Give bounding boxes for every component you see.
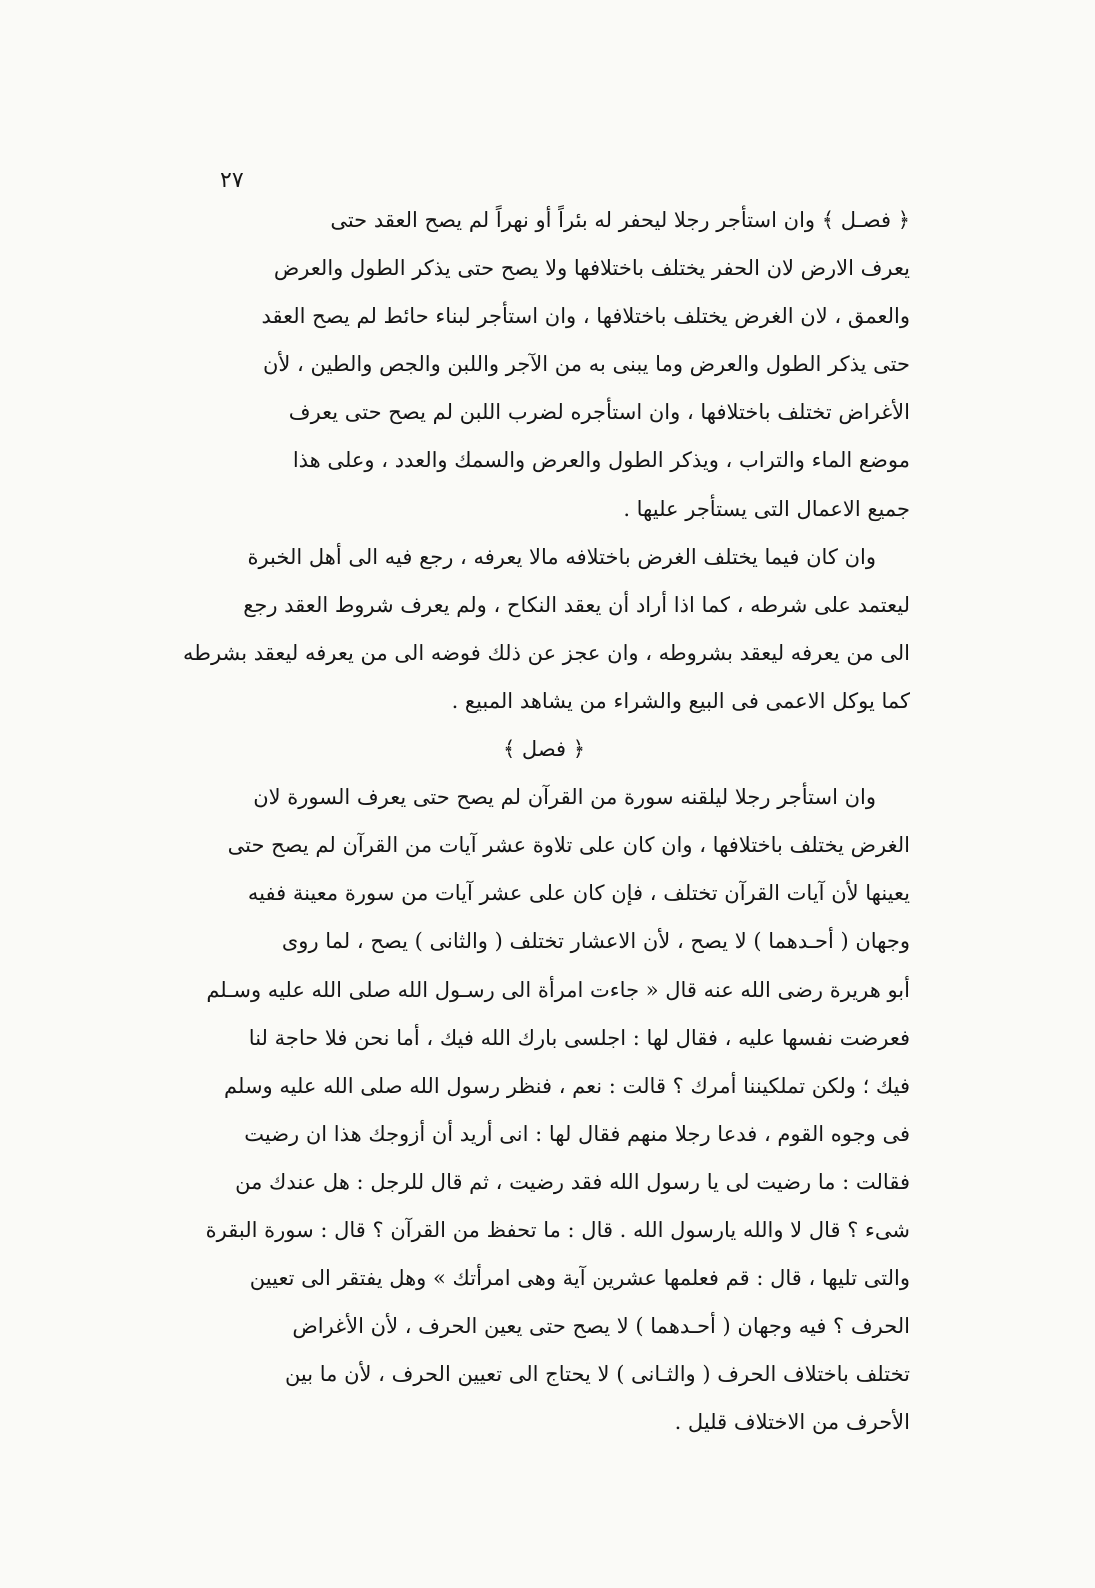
text-line: موضع الماء والتراب ، ويذكر الطول والعرض والسمك والعدد ، وعلى هذا bbox=[292, 448, 910, 473]
text-line: فعرضت نفسها عليه ، فقال لها : اجلسى بارك الله فيك ، أما نحن فلا حاجة لنا bbox=[248, 1025, 910, 1050]
text-line: وجهان ( أحـدهما ) لا يصح ، لأن الاعشار تختلف ( والثانى ) يصح ، لما روى bbox=[281, 929, 910, 954]
text-line: شىء ؟ قال لا والله يارسول الله . قال : ما تحفظ من القرآن ؟ قال : سورة البقرة bbox=[205, 1217, 910, 1242]
text-line: الى من يعرفه ليعقد بشروطه ، وان عجز عن ذلك فوضه الى من يعرفه ليعقد بشرطه bbox=[182, 640, 910, 665]
page-number: ٢٧ bbox=[220, 168, 244, 193]
text-line: ﴿ فصـل ﴾ وان استأجر رجلا ليحفر له بئراً أو نهراً لم يصح العقد حتى bbox=[330, 208, 910, 232]
text-line: الأحرف من الاختلاف قليل . bbox=[674, 1410, 910, 1435]
section-heading: ﴿ فصل ﴾ bbox=[502, 737, 586, 762]
text-line: وان كان فيما يختلف الغرض باختلافه مالا يعرفه ، رجع فيه الى أهل الخبرة bbox=[247, 544, 876, 569]
text-line: وان استأجر رجلا ليلقنه سورة من القرآن لم يصح حتى يعرف السورة لان bbox=[253, 785, 876, 810]
text-line: يعينها لأن آيات القرآن تختلف ، فإن كان على عشر آيات من سورة معينة ففيه bbox=[247, 881, 910, 906]
text-line: فقالت : ما رضيت لى يا رسول الله فقد رضيت ، ثم قال للرجل : هل عندك من bbox=[235, 1169, 910, 1194]
text-line: فيك ؛ ولكن تملكيننا أمرك ؟ قالت : نعم ، فنظر رسول الله صلى الله عليه وسلم bbox=[224, 1073, 910, 1098]
text-line: جميع الاعمال التى يستأجر عليها . bbox=[623, 496, 910, 521]
text-line: والعمق ، لان الغرض يختلف باختلافها ، وان استأجر لبناء حائط لم يصح العقد bbox=[261, 304, 910, 329]
text-line: حتى يذكر الطول والعرض وما يبنى به من الآجر واللبن والجص والطين ، لأن bbox=[262, 352, 910, 377]
text-line: الغرض يختلف باختلافها ، وان كان على تلاوة عشر آيات من القرآن لم يصح حتى bbox=[227, 833, 910, 858]
text-line: الحرف ؟ فيه وجهان ( أحـدهما ) لا يصح حتى يعين الحرف ، لأن الأغراض bbox=[292, 1314, 910, 1339]
text-line: أبو هريرة رضى الله عنه قال « جاءت امرأة الى رسـول الله صلى الله عليه وسـلم bbox=[206, 977, 910, 1002]
text-line: يعرف الارض لان الحفر يختلف باختلافها ولا يصح حتى يذكر الطول والعرض bbox=[273, 256, 910, 281]
text-line: فى وجوه القوم ، فدعا رجلا منهم فقال لها : انى أريد أن أزوجك هذا ان رضيت bbox=[244, 1121, 910, 1146]
text-line: ليعتمد على شرطه ، كما اذا أراد أن يعقد النكاح ، ولم يعرف شروط العقد رجع bbox=[243, 592, 910, 617]
text-line: كما يوكل الاعمى فى البيع والشراء من يشاهد المبيع . bbox=[451, 688, 910, 713]
text-line: تختلف باختلاف الحرف ( والثـانى ) لا يحتاج الى تعيين الحرف ، لأن ما بين bbox=[284, 1362, 910, 1387]
text-line: والتى تليها ، قال : قم فعلمها عشرين آية وهى امرأتك » وهل يفتقر الى تعيين bbox=[249, 1266, 910, 1291]
text-line: الأغراض تختلف باختلافها ، وان استأجره لضرب اللبن لم يصح حتى يعرف bbox=[288, 400, 910, 425]
body-text bbox=[178, 196, 910, 1446]
